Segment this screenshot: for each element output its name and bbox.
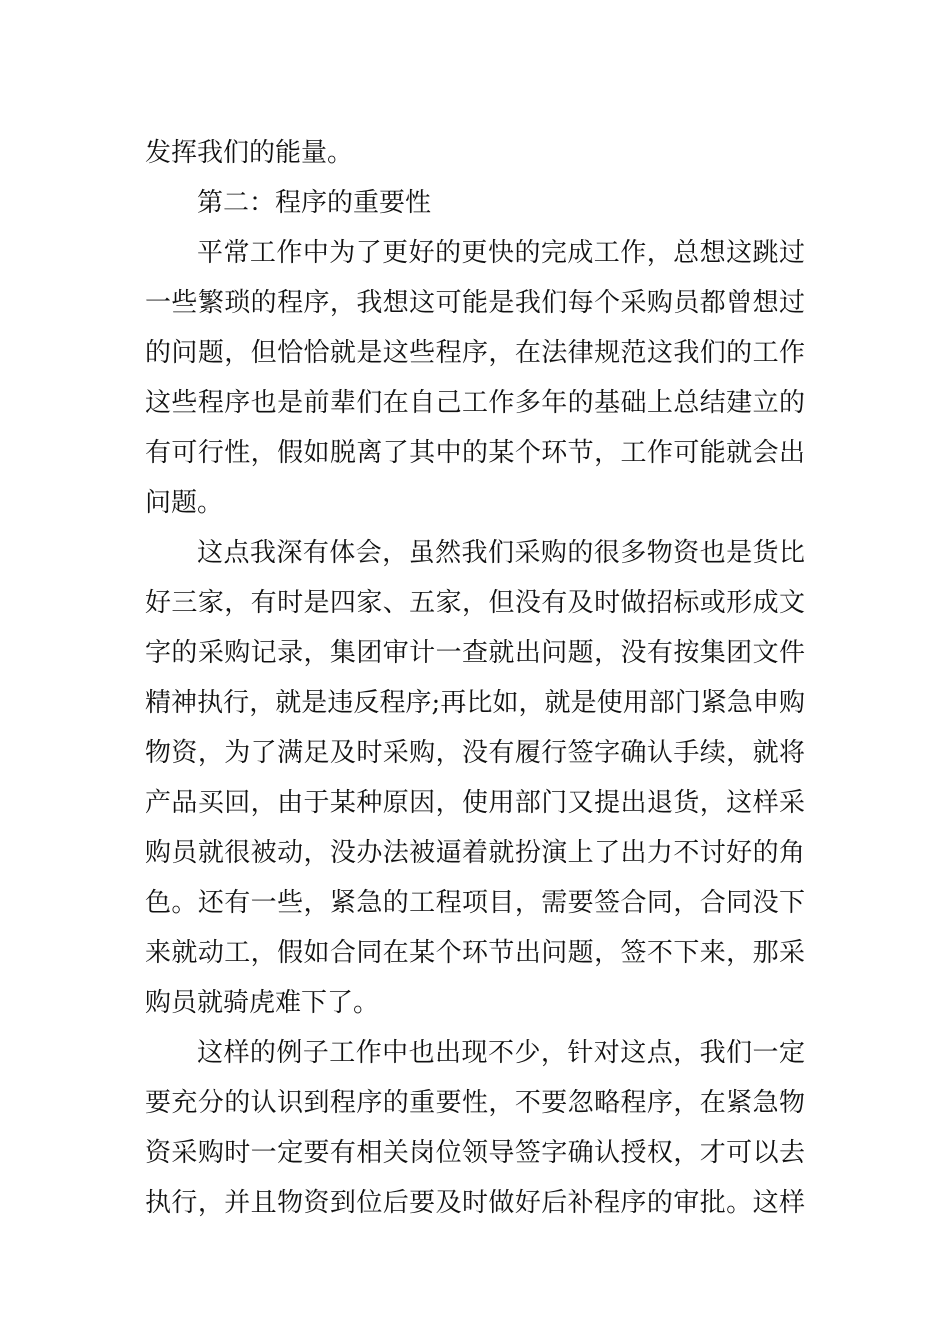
text-line: 购员就骑虎难下了。 [145, 988, 380, 1018]
text-line: 来就动工，假如合同在某个环节出问题，签不下来，那采 [145, 938, 805, 968]
text-line: 这些程序也是前辈们在自己工作多年的基础上总结建立的 [145, 388, 805, 418]
text-line: 产品买回，由于某种原因，使用部门又提出退货，这样采 [145, 788, 805, 818]
text-line: 资采购时一定要有相关岗位领导签字确认授权，才可以去 [145, 1138, 805, 1168]
text-line: 色。还有一些，紧急的工程项目，需要签合同，合同没下 [145, 888, 805, 918]
text-line: 执行，并且物资到位后要及时做好后补程序的审批。这样 [145, 1188, 805, 1218]
text-line: 要充分的认识到程序的重要性，不要忽略程序，在紧急物 [145, 1088, 805, 1118]
text-line: 这点我深有体会，虽然我们采购的很多物资也是货比 [197, 538, 805, 568]
text-line: 好三家，有时是四家、五家，但没有及时做招标或形成文 [145, 588, 805, 618]
text-line: 物资，为了满足及时采购，没有履行签字确认手续，就将 [145, 738, 805, 768]
text-line: 一些繁琐的程序，我想这可能是我们每个采购员都曾想过 [145, 288, 805, 318]
text-line: 平常工作中为了更好的更快的完成工作，总想这跳过 [197, 238, 805, 268]
text-line: 购员就很被动，没办法被逼着就扮演上了出力不讨好的角 [145, 838, 805, 868]
text-line: 问题。 [145, 488, 224, 518]
document-body [145, 128, 805, 1228]
text-line: 字的采购记录，集团审计一查就出问题，没有按集团文件 [145, 638, 805, 668]
text-line: 精神执行，就是违反程序;再比如，就是使用部门紧急申购 [145, 688, 805, 718]
text-line: 有可行性，假如脱离了其中的某个环节，工作可能就会出 [145, 438, 805, 468]
section-heading: 第二：程序的重要性 [197, 188, 432, 218]
text-line: 发挥我们的能量。 [145, 138, 354, 168]
text-line: 这样的例子工作中也出现不少，针对这点，我们一定 [197, 1038, 805, 1068]
text-line: 的问题，但恰恰就是这些程序，在法律规范这我们的工作 [145, 338, 805, 368]
